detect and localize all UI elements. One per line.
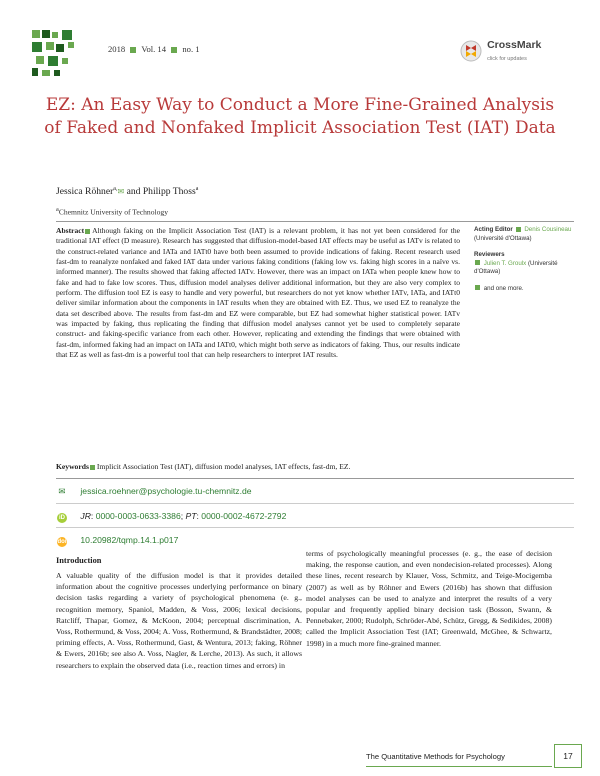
paper-title: EZ: An Easy Way to Conduct a More Fine-Grained Analysis of Faked and Nonfaked Implicit Association Test (IAT) Data	[44, 95, 556, 138]
abstract-text: Although faking on the Implicit Association Test (IAT) is a relevant problem, it has not yet been considered for the traditional IAT effect (D measure). Research has suggested that diffusion-model-based IAT effects may be useful as IATv is related to the construct-related variance and IATa and IATt0 have both been assumed to provide indications of faking. Recent research used fast-dm to reanalyze nonfaked and faked IAT data under various faking conditions (faking low vs. faking high scores in a naïve vs. informed manner). The results showed that faking affected IATv. However, there was an impact on IATa when people knew how to fake and had to fake low scores. Thus, diffusion model analyses deliver additional information, but they are also very complex to perform. The diffusion tool EZ is easy to handle and very powerful, but researchers do not yet know whether IATv, IATa, and IATt0 deliver similar information about the components in IAT results when they are obtained with EZ. Thus, we used EZ to reanalyze the data set described above. The results from fast-dm and EZ were comparable, but EZ had somewhat higher statistical power. IATv was impacted by faking, thus replicating the finding that diffusion model analyses cannot yet be used to completely separate construct- and faking-specific variance from each other. However, replicating and extending the findings that were obtained with fast-dm, informed faking had an impact on IATa and IATt0, which might both serve as indicators of faking. Thus, our results indicate that EZ as well as fast-dm is a powerful tool that can help researchers to interpret IAT results.	[56, 226, 460, 360]
acting-editor-label: Acting Editor	[474, 226, 513, 233]
reviewer-1-affil: (Université d'Ottawa)	[474, 259, 558, 275]
email-row	[56, 486, 252, 497]
separator-icon	[85, 229, 90, 234]
separator-icon	[475, 260, 480, 265]
separator-icon	[130, 47, 136, 53]
issue-number: no. 1	[182, 44, 200, 54]
crossmark-label: CrossMark	[487, 39, 542, 51]
reviewer-1-name[interactable]: Julien T. Groulx	[483, 259, 527, 267]
intro-column-1: A valuable quality of the diffusion model is that it provides detailed information about the cognitive processes underlying performance on binary decision tasks regarding a variety of psychological phenomena (e. g., recognition memory, Spaniol, Madden, & Voss, 2006; lexical decisions, Ratcliff, Thapar, Gomez, & McKoon, 2004; perceptual discrimination, A. Voss, Rothermund, & Voss, 2004; A. Voss, Rothermund, & Brandstädter, 2008; priming effects, A. Voss, Rothermund, Gast, & Wentura, 2013; faking, Röhner & Ewers, 2016b; see also A. Voss, Nagler, & Lerche, 2013). As such, it allows researchers to explain the observed data (i.e., reaction times and errors) in	[56, 571, 302, 670]
crossmark-sublabel: click for updates	[487, 56, 527, 62]
divider	[56, 478, 574, 479]
abstract	[56, 226, 460, 360]
editor-sidebar	[474, 226, 574, 301]
issue-line	[108, 44, 200, 54]
author-1-sup: a,	[113, 186, 118, 192]
affiliation-sup: a	[56, 206, 59, 213]
intro-heading: Introduction	[56, 556, 102, 565]
issue-volume: Vol. 14	[141, 44, 167, 54]
orcid-pt-label: PT	[185, 511, 197, 521]
doi-row	[56, 535, 178, 547]
journal-name: The Quantitative Methods for Psychology	[366, 752, 505, 761]
acting-editor-affil: (Université d'Ottawa)	[474, 234, 532, 242]
separator-icon	[516, 227, 521, 232]
email-link[interactable]: jessica.roehner@psychologie.tu-chemnitz.de	[80, 486, 252, 496]
abstract-label: Abstract	[56, 226, 85, 235]
orcid-pt-link[interactable]: 0000-0002-4672-2792	[201, 511, 287, 521]
separator-icon	[90, 465, 95, 470]
reviewer-more: and one more.	[483, 284, 524, 292]
reviewers-label: Reviewers	[474, 251, 505, 258]
divider	[56, 527, 574, 528]
orcid-icon: iD	[59, 515, 65, 521]
keywords	[56, 462, 460, 471]
acting-editor-name[interactable]: Denis Cousineau	[524, 226, 572, 233]
orcid-jr-label: JR	[80, 511, 91, 521]
orcid-jr-link[interactable]: 0000-0003-0633-3386	[95, 511, 181, 521]
crossmark-icon	[460, 40, 482, 62]
doi-link[interactable]: 10.20982/tqmp.14.1.p017	[80, 535, 179, 545]
crossmark-badge[interactable]	[460, 38, 570, 64]
separator-icon	[171, 47, 177, 53]
intro-column-2: terms of psychologically meaningful processes (e. g., the ease of decision making, the response caution, and even nondecision-related processes). Along these lines, recent research by Klauer, Voss, Schmitz, and Teige-Mocigemba (2007) as well as by Röhner and Ewers (2016b) has shown that diffusion model analyses can be used to analyze and interpret the results of a very popular and frequently applied binary decision task (Bosson, Swann, & Pennebaker, 2000; Rudolph, Schröder-Abé, Schütz, Gregg, & Sedikides, 2008) called the Implicit Association Test (IAT; Greenwald, McGhee, & Schwartz, 1998) in a much more fine-grained manner.	[306, 549, 552, 648]
doi-icon: doi	[57, 539, 67, 545]
author-connector: and Philipp Thoss	[126, 186, 196, 198]
footer-rule	[366, 766, 552, 767]
issue-year: 2018	[108, 44, 126, 54]
divider	[56, 503, 574, 504]
author-2-sup: a	[195, 186, 199, 192]
keywords-text: Implicit Association Test (IAT), diffusion model analyses, IAT effects, fast-dm, EZ.	[96, 462, 351, 471]
affiliation	[56, 206, 168, 217]
keywords-label: Keywords	[56, 462, 89, 471]
authors	[56, 186, 198, 197]
separator-icon	[475, 285, 480, 290]
journal-logo	[32, 30, 84, 78]
page-number: 17	[554, 744, 582, 768]
email-icon[interactable]: ✉	[117, 187, 125, 197]
envelope-icon: ✉	[58, 486, 66, 496]
orcid-row: iD JR: 0000-0003-0633-3386; PT: 0000-0002-4672-2792	[56, 511, 286, 523]
affiliation-text: Chemnitz University of Technology	[58, 207, 169, 217]
divider	[56, 221, 574, 222]
author-1: Jessica Röhner	[56, 186, 114, 198]
